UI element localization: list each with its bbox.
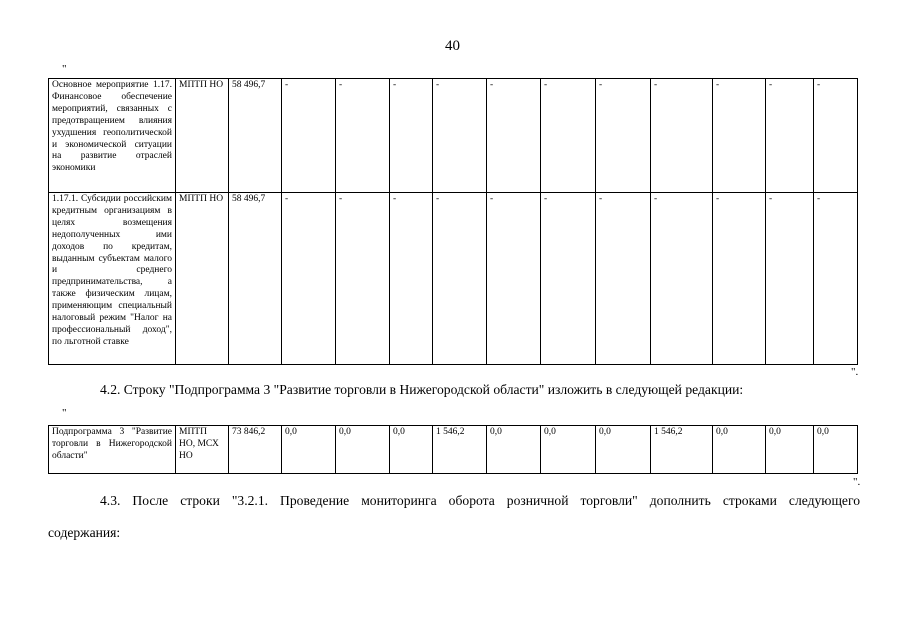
table-cell: - <box>596 79 651 193</box>
table-cell: - <box>713 193 766 365</box>
table-cell: - <box>596 193 651 365</box>
table-cell: 73 846,2 <box>229 426 282 474</box>
paragraph-4-2: 4.2. Строку "Подпрограмма 3 "Развитие торговли в Нижегородской области" изложить в следующей редакции: <box>100 382 744 397</box>
table-cell: - <box>651 79 713 193</box>
open-quote: " <box>62 407 67 419</box>
table-cell: - <box>814 79 858 193</box>
table-cell: 0,0 <box>766 426 814 474</box>
row-executor: МПТП НО, МСХ НО <box>176 426 229 474</box>
table-row <box>49 79 858 193</box>
table-cell: - <box>651 193 713 365</box>
table-cell: 1 546,2 <box>433 426 487 474</box>
open-quote: " <box>62 63 67 75</box>
table-cell: - <box>282 79 336 193</box>
table-cell: 58 496,7 <box>229 79 282 193</box>
row-executor: МПТП НО <box>176 79 229 193</box>
row-name: Основное мероприятие 1.17. Финансовое обеспечение мероприятий, связанных с предотвращением влияния ухудшения геополитической и экономической ситуации на развитие отраслей экономики <box>49 79 176 193</box>
table-cell: 0,0 <box>390 426 433 474</box>
row-executor: МПТП НО <box>176 193 229 365</box>
table-cell: - <box>487 193 541 365</box>
table-cell: - <box>487 79 541 193</box>
table-cell: - <box>713 79 766 193</box>
paragraph-4-3-line-1: 4.3. После строки "3.2.1. Проведение мониторинга оборота розничной торговли" дополнить строками следующего <box>100 493 860 508</box>
table-cell: - <box>390 193 433 365</box>
table-cell: - <box>390 79 433 193</box>
table-cell: - <box>336 193 390 365</box>
paragraph-4-3-line-2: содержания: <box>48 525 121 540</box>
table-cell: - <box>433 193 487 365</box>
table-cell: 0,0 <box>541 426 596 474</box>
table-cell: 0,0 <box>282 426 336 474</box>
table-cell: 58 496,7 <box>229 193 282 365</box>
table-cell: 0,0 <box>596 426 651 474</box>
table-cell: 0,0 <box>713 426 766 474</box>
table-cell: - <box>541 79 596 193</box>
table-cell: - <box>541 193 596 365</box>
close-quote: ". <box>853 476 861 488</box>
table-cell: 0,0 <box>487 426 541 474</box>
page-number: 40 <box>445 38 460 54</box>
row-name: 1.17.1. Субсидии российским кредитным организациям в целях возмещения недополученных ими доходов по кредитам, выданным субъектам малого и среднего предпринимательства, а также физическим лицам, применяющим специальный налоговый режим "Налог на профессиональный доход", по льготной ставке <box>49 193 176 365</box>
table-cell: - <box>766 79 814 193</box>
table-row <box>49 426 858 474</box>
table-cell: - <box>766 193 814 365</box>
table-cell: - <box>814 193 858 365</box>
table-cell: 0,0 <box>336 426 390 474</box>
close-quote: ". <box>851 366 859 378</box>
table-cell: - <box>433 79 487 193</box>
table-cell: 1 546,2 <box>651 426 713 474</box>
table-cell: - <box>336 79 390 193</box>
measures-table <box>48 78 858 365</box>
table-cell: - <box>282 193 336 365</box>
subprogram-table <box>48 425 858 474</box>
row-name: Подпрограмма 3 "Развитие торговли в Нижегородской области" <box>49 426 176 474</box>
table-cell: 0,0 <box>814 426 858 474</box>
table-row <box>49 193 858 365</box>
